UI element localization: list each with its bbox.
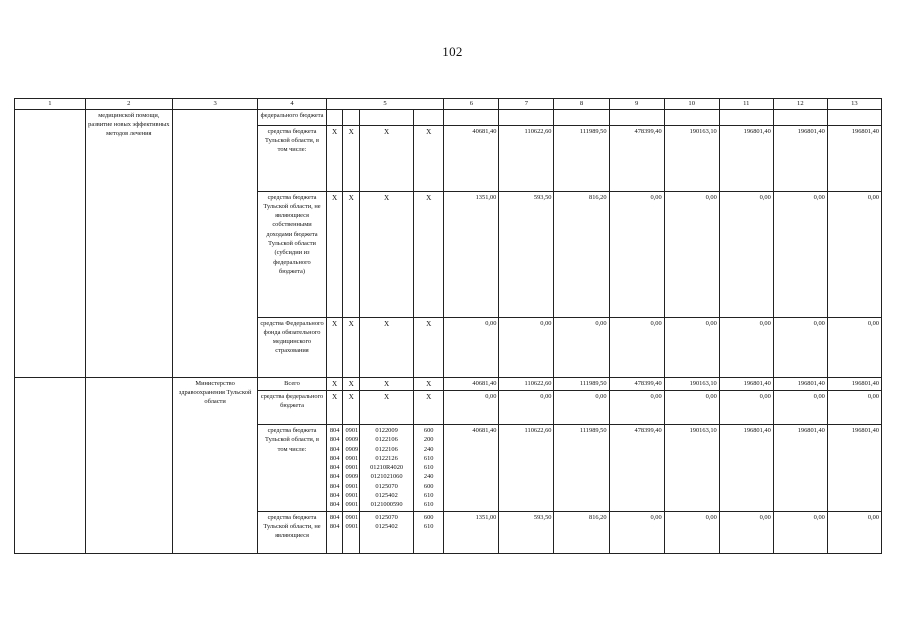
value-cell: 111989,50 [554,424,609,511]
value-cell: 0,00 [719,511,773,553]
value-cell: 196801,40 [773,424,827,511]
value-cell: 0,00 [664,191,719,317]
col-header: 13 [827,99,881,110]
value-cell: 190163,10 [664,377,719,390]
x-mark: X [414,317,444,377]
value-cell: 0,00 [499,317,554,377]
value-cell: 196801,40 [827,377,881,390]
value-cell: 0,00 [609,191,664,317]
code-gr: 804 804 [329,513,340,530]
funding-source: Всего [258,377,327,390]
value-cell: 0,00 [773,511,827,553]
code-cell [414,511,444,553]
code-cell [360,424,414,511]
x-mark: X [343,390,360,424]
value-cell: 0,00 [827,191,881,317]
value-cell: 478399,40 [609,125,664,191]
x-mark: X [326,317,343,377]
value-cell: 0,00 [609,317,664,377]
x-mark: X [343,317,360,377]
col-header: 8 [554,99,609,110]
x-mark: X [326,390,343,424]
x-mark: X [326,377,343,390]
x-mark: X [360,191,414,317]
value-cell: 40681,40 [444,377,499,390]
funding-source: федерального бюджета [258,109,327,125]
value-cell: 1351,00 [444,191,499,317]
col-header: 6 [444,99,499,110]
value-cell: 190163,10 [664,125,719,191]
value-cell: 0,00 [609,390,664,424]
x-mark: X [326,125,343,191]
col-header: 1 [15,99,86,110]
col-header: 10 [664,99,719,110]
code-gr: 804 804 804 804 804 804 804 804 804 [329,426,340,509]
col-header: 9 [609,99,664,110]
code-csr: 0125070 0125402 [375,513,398,530]
value-cell: 111989,50 [554,125,609,191]
value-cell: 0,00 [719,390,773,424]
col-header: 3 [172,99,257,110]
value-cell: 0,00 [827,390,881,424]
col3-cell [172,109,257,377]
budget-table [14,98,882,554]
page-number: 102 [442,44,463,59]
code-cell [326,424,343,511]
code-cell [343,511,360,553]
value-cell: 40681,40 [444,424,499,511]
value-cell: 110622,60 [499,424,554,511]
x-mark: X [343,377,360,390]
value-cell: 816,20 [554,191,609,317]
x-mark: X [414,191,444,317]
value-cell: 0,00 [773,390,827,424]
code-cell [343,424,360,511]
col1-cell [15,109,86,377]
funding-source: средства бюджета Тульской области, в том числе: [258,424,327,511]
value-cell: 0,00 [499,390,554,424]
value-cell: 110622,60 [499,125,554,191]
value-cell: 0,00 [719,317,773,377]
value-cell: 196801,40 [719,424,773,511]
x-mark: X [414,125,444,191]
table-row [15,377,882,390]
funding-source: средства бюджета Тульской области, не являющиеся собственными доходами бюджета Тульской области (субсидии из федерального бюджета) [258,191,327,317]
value-cell: 0,00 [554,317,609,377]
col-header: 5 [326,99,443,110]
value-cell: 0,00 [664,511,719,553]
value-cell: 196801,40 [827,424,881,511]
x-mark: X [343,191,360,317]
funding-source: средства Федерального фонда обязательного медицинского страхования [258,317,327,377]
funding-source: средства бюджета Тульской области, в том числе: [258,125,327,191]
value-cell: 593,50 [499,511,554,553]
table-row [15,109,882,125]
value-cell: 816,20 [554,511,609,553]
x-mark: X [343,125,360,191]
value-cell: 0,00 [719,191,773,317]
value-cell: 1351,00 [444,511,499,553]
x-mark: X [360,390,414,424]
col1-cell [15,377,86,553]
value-cell: 0,00 [444,317,499,377]
value-cell: 0,00 [827,317,881,377]
code-rz: 0901 0901 [345,513,359,530]
code-vr: 600 200 240 610 610 240 600 610 610 [423,426,434,509]
col-header: 4 [258,99,327,110]
value-cell: 196801,40 [773,377,827,390]
funding-source: средства федерального бюджета [258,390,327,424]
value-cell: 190163,10 [664,424,719,511]
x-mark: X [414,390,444,424]
value-cell: 40681,40 [444,125,499,191]
x-mark: X [414,377,444,390]
value-cell: 0,00 [827,511,881,553]
col-header: 7 [499,99,554,110]
value-cell: 196801,40 [827,125,881,191]
col-header: 12 [773,99,827,110]
value-cell: 111989,50 [554,377,609,390]
value-cell: 0,00 [773,317,827,377]
program-name: медицинской помощи, развитие новых эффективных методов лечения [85,109,172,377]
value-cell: 0,00 [554,390,609,424]
code-rz: 0901 0909 0909 0901 0901 0909 0901 0901 0901 [345,426,359,509]
x-mark: X [326,191,343,317]
value-cell: 110622,60 [499,377,554,390]
value-cell: 196801,40 [773,125,827,191]
col-header: 11 [719,99,773,110]
value-cell: 593,50 [499,191,554,317]
value-cell: 0,00 [609,511,664,553]
value-cell: 0,00 [664,390,719,424]
value-cell: 478399,40 [609,424,664,511]
value-cell: 0,00 [444,390,499,424]
x-mark: X [360,317,414,377]
code-csr: 0122009 0122106 0122106 0122126 01210R4020 0121021060 0125070 0125402 0121000590 [370,426,404,509]
col-header: 2 [85,99,172,110]
value-cell: 0,00 [773,191,827,317]
x-mark: X [360,125,414,191]
header-row [15,99,882,110]
value-cell: 478399,40 [609,377,664,390]
code-cell [360,511,414,553]
code-cell [414,424,444,511]
col2-cell [85,377,172,553]
ministry-name: Министерство здравоохранения Тульской области [172,377,257,553]
x-mark: X [360,377,414,390]
value-cell: 196801,40 [719,377,773,390]
value-cell: 196801,40 [719,125,773,191]
funding-source: средства бюджета Тульской области, не являющиеся [258,511,327,553]
code-cell [326,511,343,553]
value-cell: 0,00 [664,317,719,377]
code-vr: 600 610 [423,513,434,530]
